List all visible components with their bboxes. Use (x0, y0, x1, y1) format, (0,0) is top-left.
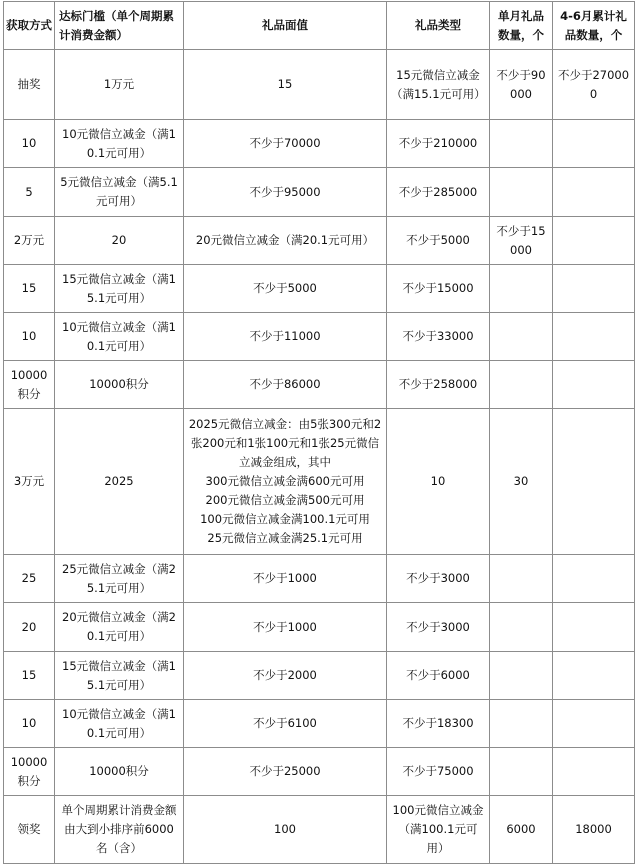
detail-line: 25元微信立减金满25.1元可用 (207, 531, 363, 545)
table-cell: 10元微信立减金（满10.1元可用） (55, 700, 184, 748)
table-cell: 不少于3000 (387, 603, 490, 652)
table-cell: 100元微信立减金（满100.1元可用） (387, 796, 490, 864)
table-cell (490, 120, 553, 168)
table-cell: 6000 (490, 796, 553, 864)
table-cell: 2万元 (4, 217, 55, 265)
table-cell: 不少于5000 (387, 217, 490, 265)
table-cell (553, 168, 635, 217)
table-cell: 不少于210000 (387, 120, 490, 168)
table-cell: 25元微信立减金（满25.1元可用） (55, 555, 184, 603)
table-cell: 10 (4, 120, 55, 168)
table-cell: 10 (387, 409, 490, 555)
table-cell: 20元微信立减金（满20.1元可用） (184, 217, 387, 265)
table-cell (553, 652, 635, 700)
table-row (4, 265, 635, 313)
table-cell: 18000 (553, 796, 635, 864)
header-cell-gift-type: 礼品类型 (387, 2, 490, 50)
table-cell: 不少于258000 (387, 361, 490, 409)
table-row (4, 217, 635, 265)
detail-line: 300元微信立减金满600元可用 (205, 474, 365, 488)
detail-line: 100元微信立减金满100.1元可用 (200, 512, 370, 526)
table-cell (490, 313, 553, 361)
header-cell-method: 获取方式 (4, 2, 55, 50)
header-cell-monthly-qty: 单月礼品数量，个 (490, 2, 553, 50)
table-cell: 1万元 (55, 50, 184, 120)
table-cell (490, 748, 553, 796)
table-cell: 10 (4, 313, 55, 361)
table-cell: 不少于1000 (184, 603, 387, 652)
table-cell (553, 409, 635, 555)
gift-table-container (3, 1, 635, 864)
header-cell-threshold: 达标门槛（单个周期累计消费金额） (55, 2, 184, 50)
table-cell: 5元微信立减金（满5.1元可用） (55, 168, 184, 217)
table-cell: 15 (4, 265, 55, 313)
table-cell: 不少于6100 (184, 700, 387, 748)
table-cell: 15 (184, 50, 387, 120)
table-cell: 5 (4, 168, 55, 217)
table-row (4, 603, 635, 652)
table-cell: 10元微信立减金（满10.1元可用） (55, 313, 184, 361)
table-cell (490, 603, 553, 652)
table-row (4, 361, 635, 409)
table-cell: 单个周期累计消费金额由大到小排序前6000名（含） (55, 796, 184, 864)
table-row (4, 652, 635, 700)
table-cell (553, 313, 635, 361)
table-row (4, 168, 635, 217)
table-cell: 20元微信立减金（满20.1元可用） (55, 603, 184, 652)
table-cell: 不少于3000 (387, 555, 490, 603)
table-cell: 不少于75000 (387, 748, 490, 796)
detail-intro: 2025元微信立减金：由5张300元和2张200元和1张100元和1张25元微信立减金组成，其中 (188, 417, 382, 469)
table-row (4, 700, 635, 748)
table-header-row (4, 2, 635, 50)
table-row (4, 120, 635, 168)
table-cell (490, 265, 553, 313)
table-cell (490, 555, 553, 603)
table-cell: 10 (4, 700, 55, 748)
table-cell: 15元微信立减金（满15.1元可用） (55, 652, 184, 700)
table-cell: 不少于86000 (184, 361, 387, 409)
table-row (4, 50, 635, 120)
table-cell (553, 555, 635, 603)
table-cell: 15元微信立减金（满15.1元可用） (55, 265, 184, 313)
table-cell: 不少于285000 (387, 168, 490, 217)
table-cell (553, 700, 635, 748)
table-cell: 10000积分 (55, 748, 184, 796)
table-cell: 不少于18300 (387, 700, 490, 748)
table-row (4, 555, 635, 603)
table-cell (490, 168, 553, 217)
table-cell (553, 120, 635, 168)
table-cell: 不少于1000 (184, 555, 387, 603)
table-row (4, 313, 635, 361)
table-cell (553, 265, 635, 313)
table-cell: 2025 (55, 409, 184, 555)
table-cell (490, 700, 553, 748)
table-cell: 不少于11000 (184, 313, 387, 361)
table-cell: 10000积分 (55, 361, 184, 409)
table-cell: 抽奖 (4, 50, 55, 120)
table-cell: 不少于5000 (184, 265, 387, 313)
table-cell: 不少于15000 (490, 217, 553, 265)
table-row (4, 409, 635, 555)
table-cell (553, 217, 635, 265)
table-cell: 不少于25000 (184, 748, 387, 796)
table-cell: 不少于70000 (184, 120, 387, 168)
table-cell: 30 (490, 409, 553, 555)
table-cell (490, 652, 553, 700)
table-cell: 不少于270000 (553, 50, 635, 120)
table-cell: 25 (4, 555, 55, 603)
table-row (4, 796, 635, 864)
table-cell: 10000积分 (4, 361, 55, 409)
table-cell: 10元微信立减金（满10.1元可用） (55, 120, 184, 168)
table-cell (553, 748, 635, 796)
table-cell: 不少于6000 (387, 652, 490, 700)
table-cell (553, 361, 635, 409)
table-cell: 20 (55, 217, 184, 265)
table-cell: 领奖 (4, 796, 55, 864)
table-cell: 不少于90000 (490, 50, 553, 120)
gift-table (3, 1, 635, 864)
detail-line: 200元微信立减金满500元可用 (205, 493, 365, 507)
table-cell: 3万元 (4, 409, 55, 555)
table-cell-detail (184, 409, 387, 555)
table-cell: 15元微信立减金（满15.1元可用） (387, 50, 490, 120)
header-cell-face-value: 礼品面值 (184, 2, 387, 50)
table-cell: 100 (184, 796, 387, 864)
table-row (4, 748, 635, 796)
table-cell: 15 (4, 652, 55, 700)
table-cell: 20 (4, 603, 55, 652)
table-cell (553, 603, 635, 652)
table-cell: 10000积分 (4, 748, 55, 796)
header-cell-total-qty: 4-6月累计礼品数量，个 (553, 2, 635, 50)
table-cell (490, 361, 553, 409)
table-cell: 不少于33000 (387, 313, 490, 361)
table-cell: 不少于95000 (184, 168, 387, 217)
table-cell: 不少于15000 (387, 265, 490, 313)
table-cell: 不少于2000 (184, 652, 387, 700)
